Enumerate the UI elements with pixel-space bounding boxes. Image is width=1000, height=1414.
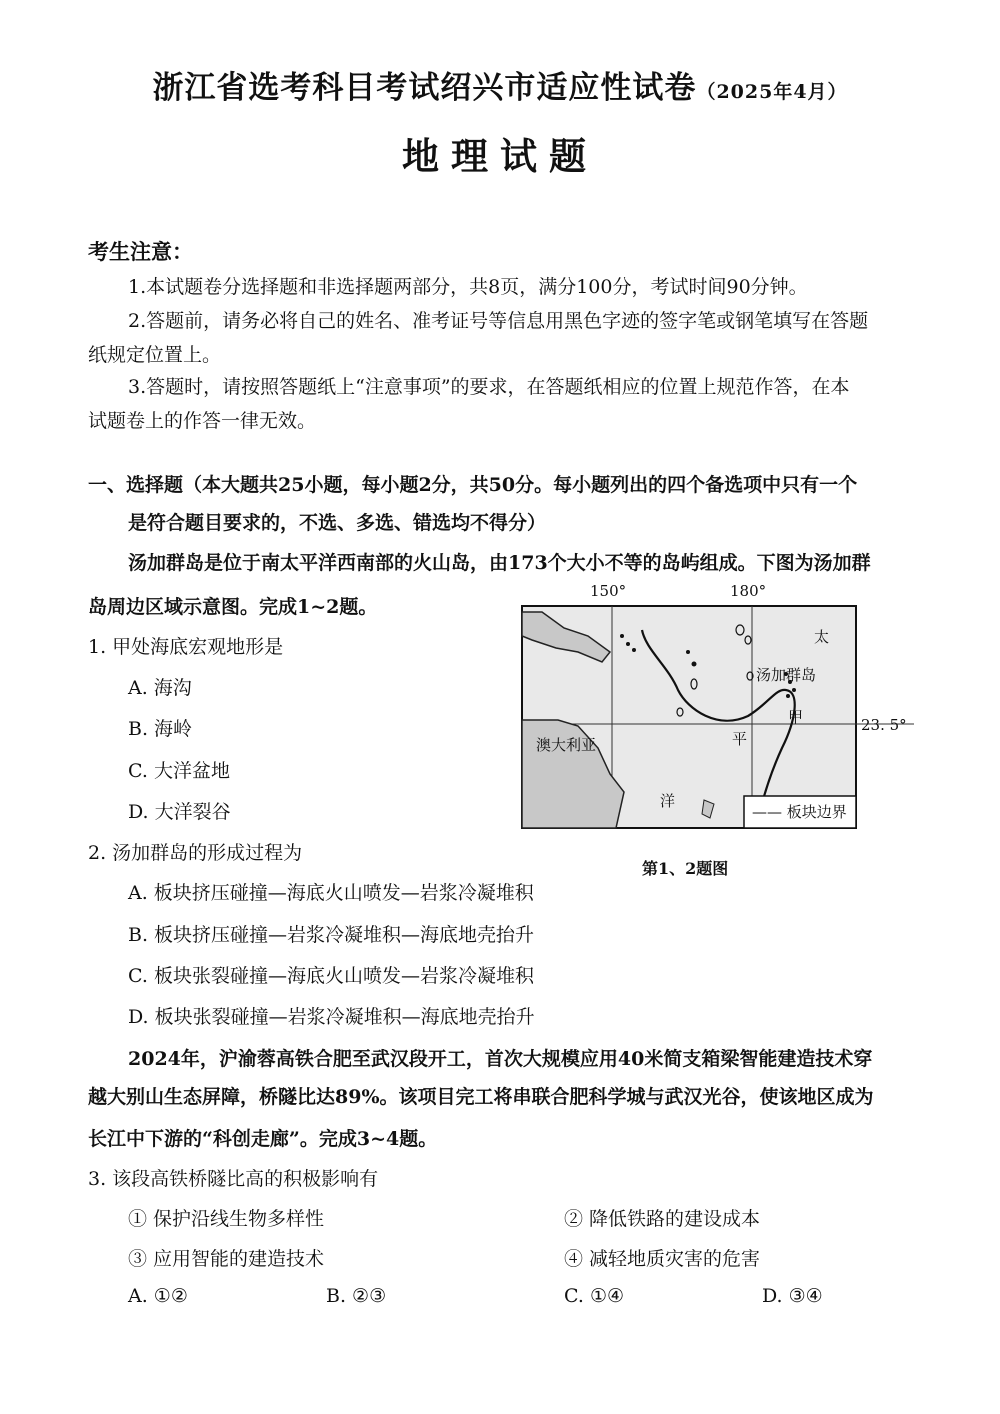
- island-dot: [792, 688, 796, 692]
- tonga-map-figure: [518, 578, 918, 838]
- q3-option-b: B. ②③: [326, 1285, 387, 1307]
- notice-item-3-cont: 试题卷上的作答一律无效。: [88, 410, 317, 432]
- q1-option-a: A. 海沟: [128, 677, 192, 699]
- q3-stem: 3. 该段高铁桥隧比高的积极影响有: [88, 1168, 379, 1190]
- q2-option-b: B. 板块挤压碰撞—岩浆冷凝堆积—海底地壳抬升: [128, 924, 535, 946]
- exam-title: [0, 62, 1000, 107]
- label-australia: 澳大利亚: [536, 736, 597, 754]
- label-yang: 洋: [660, 792, 676, 810]
- label-jia: 甲: [788, 708, 804, 726]
- q3-statement-3: ③ 应用智能的建造技术: [128, 1248, 325, 1270]
- label-tai: 太: [814, 628, 830, 646]
- passage1-line2: 岛周边区域示意图。完成1~2题。: [88, 596, 378, 618]
- island-dot: [620, 634, 624, 638]
- island-dot: [786, 694, 790, 698]
- tonga-map-svg: [518, 578, 918, 838]
- q3-option-a: A. ①②: [128, 1285, 188, 1307]
- q3-statement-4: ④ 减轻地质灾害的危害: [564, 1248, 761, 1270]
- q2-option-d: D. 板块张裂碰撞—岩浆冷凝堆积—海底地壳抬升: [128, 1006, 535, 1028]
- q1-option-d: D. 大洋裂谷: [128, 801, 231, 823]
- island-dot: [686, 650, 690, 654]
- q2-option-c: C. 板块张裂碰撞—海底火山喷发—岩浆冷凝堆积: [128, 965, 534, 987]
- q3-option-c: C. ①④: [564, 1285, 625, 1307]
- label-ping: 平: [732, 730, 748, 748]
- notice-item-2: 2.答题前，请务必将自己的姓名、准考证号等信息用黑色字迹的签字笔或钢笔填写在答题: [128, 310, 869, 332]
- island-dot: [692, 662, 697, 667]
- passage2-line2: 越大别山生态屏障，桥隧比达89%。该项目完工将串联合肥科学城与武汉光谷，使该地区成为: [88, 1086, 874, 1108]
- island-dot: [626, 642, 630, 646]
- notice-item-1: 1.本试题卷分选择题和非选择题两部分，共8页，满分100分，考试时间90分钟。: [128, 276, 808, 298]
- exam-subtitle: 地理试题: [402, 134, 598, 178]
- passage2-line3: 长江中下游的“科创走廊”。完成3~4题。: [88, 1128, 438, 1150]
- q3-statement-2: ② 降低铁路的建设成本: [564, 1208, 761, 1230]
- passage2-line1: 2024年，沪渝蓉高铁合肥至武汉段开工，首次大规模应用40米简支箱梁智能建造技术穿: [128, 1048, 873, 1070]
- lon-150-label: 150°: [590, 582, 627, 600]
- passage1-line1: 汤加群岛是位于南太平洋西南部的火山岛，由173个大小不等的岛屿组成。下图为汤加群: [128, 552, 871, 574]
- label-tonga: 汤加群岛: [756, 666, 817, 684]
- q1-stem: 1. 甲处海底宏观地形是: [88, 636, 284, 658]
- figure-caption: 第1、2题图: [642, 859, 729, 878]
- q3-statement-1: ① 保护沿线生物多样性: [128, 1208, 325, 1230]
- lon-180-label: 180°: [730, 582, 767, 600]
- lat-23-5-label: 23. 5°: [861, 716, 907, 734]
- q3-option-d: D. ③④: [762, 1285, 823, 1307]
- q2-option-a: A. 板块挤压碰撞—海底火山喷发—岩浆冷凝堆积: [128, 882, 534, 904]
- q1-option-b: B. 海岭: [128, 718, 193, 740]
- exam-title-text: 浙江省选考科目考试绍兴市适应性试卷: [152, 70, 697, 106]
- notice-item-3: 3.答题时，请按照答题纸上“注意事项”的要求，在答题纸相应的位置上规范作答，在本: [128, 376, 850, 398]
- q1-option-c: C. 大洋盆地: [128, 760, 230, 782]
- exam-date: （2025年4月）: [696, 81, 848, 103]
- q2-stem: 2. 汤加群岛的形成过程为: [88, 842, 303, 864]
- notice-heading: 考生注意：: [88, 239, 193, 264]
- section-heading-line2: 是符合题目要求的，不选、多选、错选均不得分）: [128, 512, 547, 534]
- legend-label: —— 板块边界: [752, 803, 847, 821]
- notice-item-2-cont: 纸规定位置上。: [88, 344, 222, 366]
- section-heading-line1: 一、选择题（本大题共25小题，每小题2分，共50分。每小题列出的四个备选项中只有一个: [88, 474, 858, 496]
- island-dot: [632, 648, 636, 652]
